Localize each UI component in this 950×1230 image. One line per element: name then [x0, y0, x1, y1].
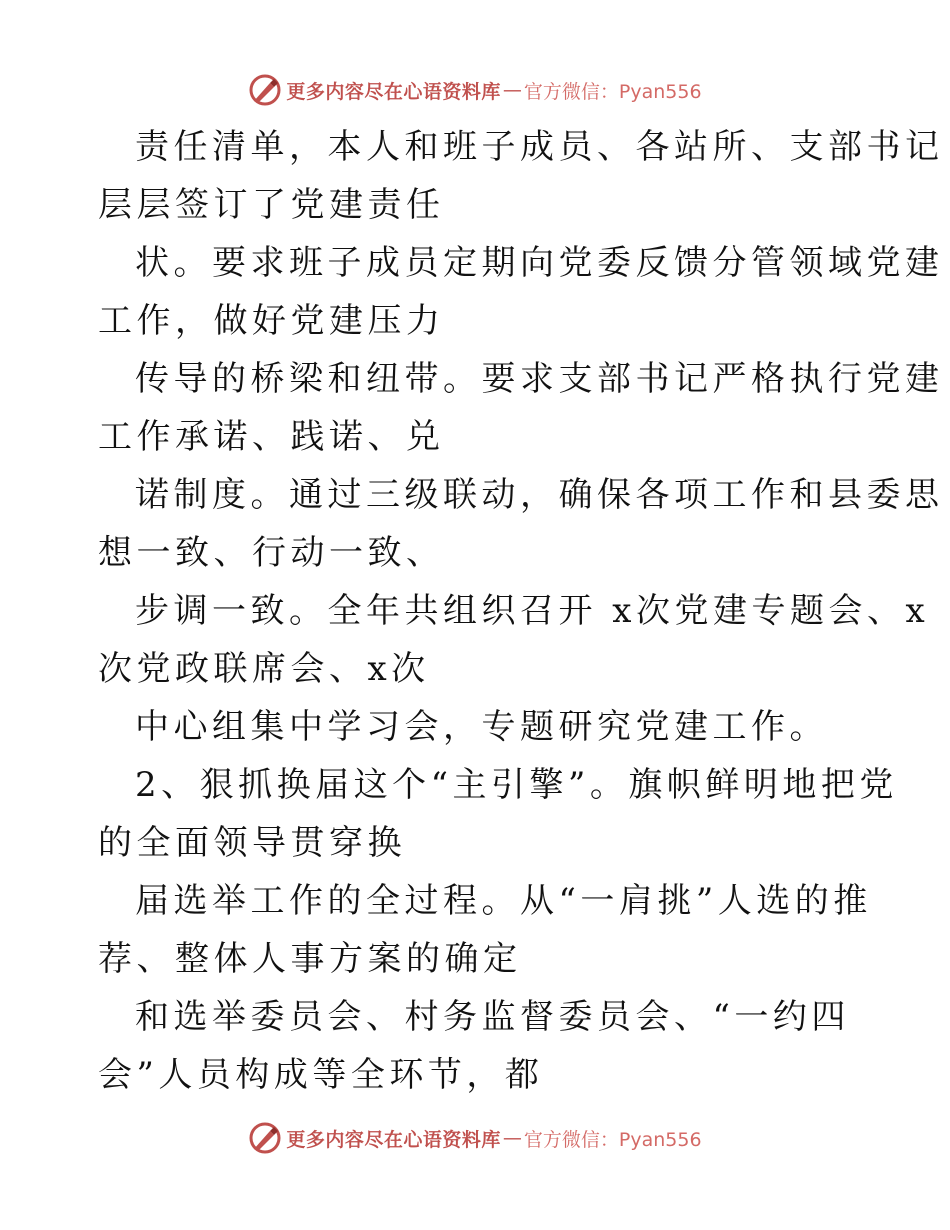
- banner-separator: —: [502, 1127, 522, 1149]
- pen-logo-icon: [248, 73, 282, 107]
- banner-text: 更多内容尽在心语资料库: [286, 1128, 501, 1151]
- body-line: 的全面领导贯穿换: [98, 823, 406, 863]
- body-line: 会”人员构成等全环节，都: [98, 1055, 544, 1095]
- body-line: 层层签订了党建责任: [98, 185, 445, 225]
- body-line: 荐、整体人事方案的确定: [98, 939, 522, 979]
- body-line: 次党政联席会、x次: [98, 649, 430, 689]
- body-line: 工作，做好党建压力: [98, 301, 445, 341]
- banner-separator: —: [502, 79, 522, 101]
- banner-text: 更多内容尽在心语资料库: [286, 80, 501, 103]
- body-line: 责任清单，本人和班子成员、各站所、支部书记: [135, 127, 944, 167]
- body-line: 2、狠抓换届这个“主引擎”。旗帜鲜明地把党: [135, 765, 898, 805]
- body-line: 中心组集中学习会，专题研究党建工作。: [135, 707, 828, 747]
- header-watermark-banner: [0, 70, 950, 110]
- body-line: 工作承诺、践诺、兑: [98, 417, 445, 457]
- body-line: 状。要求班子成员定期向党委反馈分管领域党建: [135, 243, 944, 283]
- pen-logo-icon: [248, 1121, 282, 1155]
- body-line: 诺制度。通过三级联动，确保各项工作和县委思: [135, 475, 944, 515]
- body-line: 想一致、行动一致、: [98, 533, 445, 573]
- document-body: [98, 118, 944, 1104]
- footer-watermark-banner: [0, 1118, 950, 1158]
- body-line: 步调一致。全年共组织召开 x次党建专题会、x: [135, 591, 930, 631]
- banner-wechat: 官方微信：Pyan556: [523, 1128, 702, 1151]
- body-line: 和选举委员会、村务监督委员会、“一约四: [135, 997, 850, 1037]
- body-line: 届选举工作的全过程。从“一肩挑”人选的推: [135, 881, 872, 921]
- banner-wechat: 官方微信：Pyan556: [523, 80, 702, 103]
- body-line: 传导的桥梁和纽带。要求支部书记严格执行党建: [135, 359, 944, 399]
